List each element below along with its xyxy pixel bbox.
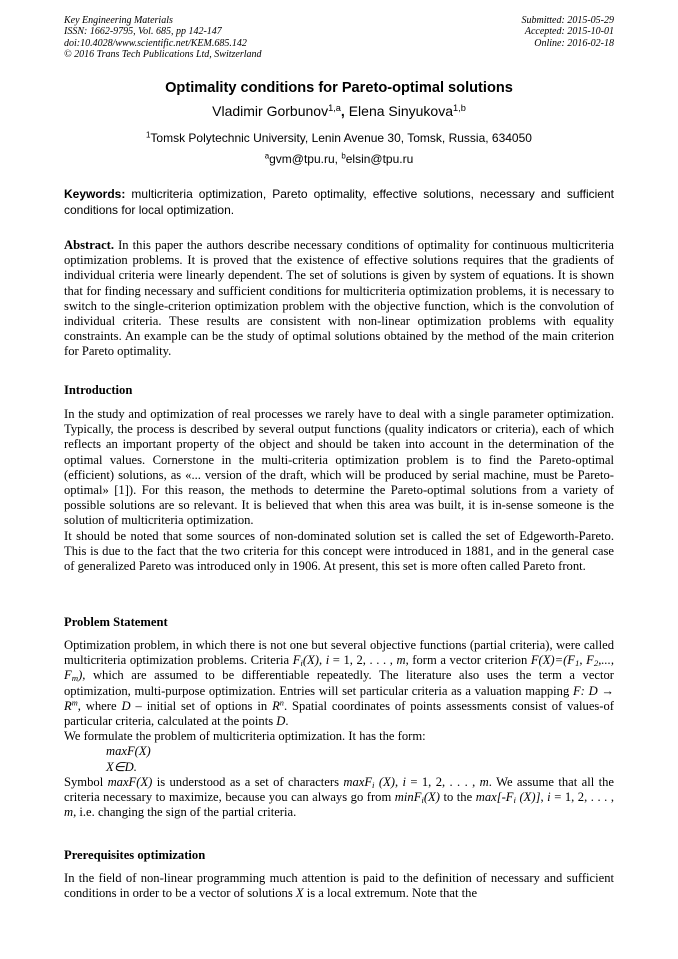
math-symbol: (X) xyxy=(374,774,395,789)
math-expression xyxy=(476,790,541,804)
math-space xyxy=(272,699,284,713)
math-expression xyxy=(395,790,440,804)
math-symbol: maxF xyxy=(343,774,373,789)
journal-issn: ISSN: 1662-9795, Vol. 685, pp 142-147 xyxy=(64,26,222,38)
abstract-text: In this paper the authors describe necessary conditions of optimality for continuous multicriteria optimization problems. It is proved that the existence of effective solutions requires that the gradients of individual criteria were linearly dependent. The set of solutions is given by system of equations. It is shown that for finding necessary and sufficient conditions for multicriteria optimization problems, it is necessary to switch to the single-criterion optimization problem with the objective function, which is the convolution of individual criteria. These results are consistent with non-linear optimization problems with equality constraints. An example can be the study of optimal solutions obtained by the method of the main criterion for Pareto optimality. xyxy=(64,238,615,359)
text-run: , xyxy=(394,774,403,789)
math-symbol: max[-F xyxy=(475,790,514,805)
section-heading-introduction: Introduction xyxy=(64,383,133,397)
text-run: to the xyxy=(439,790,476,805)
paragraph: It should be noted that some sources of non-dominated solution set is called the set of Edgeworth-Pareto. This is due to the fact that the two criteria for this concept were introduced in 1881, and in the general case of generalized Pareto was introduced only in 1906. At present, this set is more often called Pareto front. xyxy=(64,528,614,574)
math-symbol: R xyxy=(272,698,280,713)
math-symbol: F(X)=(F xyxy=(530,653,575,668)
email-sup: a xyxy=(264,151,270,161)
author-name: Elena Sinyukova xyxy=(348,103,453,119)
formula-line: X∈D. xyxy=(106,759,137,774)
text-run: In the field of non-linear programming much attention is paid to the definition of necessary and sufficient conditions in order to be a vector of solutions xyxy=(64,871,614,901)
text-run: , form a vector criterion xyxy=(405,653,531,668)
journal-copyright: © 2016 Trans Tech Publications Ltd, Switzerland xyxy=(64,48,262,60)
math-expression xyxy=(343,775,395,789)
text-run: , xyxy=(540,790,548,805)
affiliation-sup: 1 xyxy=(146,130,151,140)
keywords-label: Keywords: xyxy=(64,187,126,201)
problem-statement-body xyxy=(64,638,614,820)
math-subscript: 2 xyxy=(593,658,599,669)
math-symbol: minF xyxy=(394,790,422,805)
author-list xyxy=(0,103,678,119)
journal-name: Key Engineering Materials xyxy=(64,15,173,26)
keywords-block xyxy=(64,186,614,218)
dates-header xyxy=(522,15,615,49)
math-criterion xyxy=(293,653,319,667)
math-subscript: m xyxy=(71,673,79,684)
affiliation-text: Tomsk Polytechnic University, Lenin Avenue 30, Tomsk, Russia, 634050 xyxy=(150,131,532,145)
math-subscript: 1 xyxy=(575,658,580,669)
math-symbol: ) xyxy=(78,668,83,683)
text-run: Optimization problem, in which there is not one but several objective functions (partial criteria), were called multicriteria optimization problems. Criteria xyxy=(64,638,614,668)
paragraph: We formulate the problem of multicriteria optimization. It has the form: xyxy=(64,729,426,744)
author-sup: 1,a xyxy=(328,102,341,113)
math-subscript: i xyxy=(372,780,375,791)
email-sup: b xyxy=(341,151,346,161)
math-symbol: m xyxy=(64,805,74,820)
text-run: , which are assumed to be differentiable repeatedly. The literature also uses the term a vector optimization, multi-purpose optimization. Entries will set particular criteria as a valuation mapping xyxy=(64,668,614,698)
paragraph xyxy=(64,638,614,729)
journal-doi: doi:10.4028/www.scientific.net/KEM.685.142 xyxy=(64,37,247,49)
math-symbol: D xyxy=(276,714,286,729)
paragraph: In the study and optimization of real processes we rarely have to deal with a single parameter optimization. Typically, the process is described by several output functions (quality indicators or criteria), each of which reflects an important property of the object and should be taken into account in the determination of the optimal values. Cornerstone in the multi-criteria optimization problem is to find the Pareto-optimal (efficient) solutions, as «... version of the draft, which will be produced by serial machine, must be Pareto-optimal» [1]). For this reason, the methods to determine the Pareto-optimal solutions from a variety of possible solutions are so relevant. It is believed that when this area was built, it is in-sense someone is the solution of multicriteria optimization. xyxy=(64,407,614,528)
online-date: Online: 2016-02-18 xyxy=(534,37,614,49)
text-run: , where xyxy=(77,698,122,713)
text-run: is understood as a set of characters xyxy=(152,774,344,789)
paragraph xyxy=(64,871,614,901)
math-symbol: i xyxy=(547,790,551,805)
math-symbol: m xyxy=(396,653,406,668)
email-link[interactable]: gvm@tpu.ru xyxy=(269,152,335,166)
abstract xyxy=(64,238,614,360)
math-symbol: maxF(X) xyxy=(107,774,153,789)
text-run: . xyxy=(285,714,289,729)
math-subscript: i xyxy=(421,795,424,806)
accepted-date: Accepted: 2015-10-01 xyxy=(524,26,614,38)
author-separator: , xyxy=(340,103,349,119)
text-run: . We assume that all the criteria necessary to maximize, because you can always go from xyxy=(64,774,614,805)
text-run: , i.e. changing the sign of the partial criteria. xyxy=(73,805,297,820)
prerequisites-body xyxy=(64,871,614,901)
text-run: is a local extremum. Note that the xyxy=(303,886,478,901)
math-superscript: n xyxy=(279,698,284,708)
math-symbol: , F xyxy=(579,653,594,668)
formula-line: maxF(X) xyxy=(106,744,151,759)
section-heading-problem-statement: Problem Statement xyxy=(64,615,168,629)
text-run: = 1, 2, . . . , xyxy=(406,774,480,789)
abstract-label: Abstract. xyxy=(64,238,115,252)
math-subscript: i xyxy=(300,658,303,669)
text-run: – initial set of options in xyxy=(130,698,273,713)
math-symbol: i xyxy=(325,653,330,668)
text-run: . Spatial coordinates of points assessments consist of values-of particular criteria, calculated at the points xyxy=(64,698,614,729)
math-symbol: F xyxy=(292,653,301,668)
math-symbol: D xyxy=(121,698,131,713)
affiliation xyxy=(0,131,678,145)
submitted-date: Submitted: 2015-05-29 xyxy=(521,15,614,26)
math-symbol: (X) xyxy=(302,653,319,668)
author-emails: $^a$gvm@tpu.ru, $^b$elsin@tpu.ru xyxy=(264,151,414,166)
text-run: , xyxy=(318,653,326,668)
math-symbol: i xyxy=(402,774,406,789)
email-link[interactable]: elsin@tpu.ru xyxy=(345,152,414,166)
introduction-body xyxy=(64,407,614,574)
math-symbol: (X) xyxy=(423,790,440,805)
math-superscript: m xyxy=(71,698,78,708)
math-symbol: (X)] xyxy=(515,790,541,805)
section-heading-prerequisites: Prerequisites optimization xyxy=(64,848,206,862)
math-symbol: F: D → R xyxy=(64,683,614,713)
author-sup: 1,b xyxy=(453,102,466,113)
text-run: = 1, 2, . . . , xyxy=(329,653,397,668)
keywords-text: multicriteria optimization, Pareto optimality, effective solutions, necessary and sufficient conditions for local optimization. xyxy=(64,187,614,217)
text-run: Symbol xyxy=(64,774,108,789)
author-name: Vladimir Gorbunov xyxy=(212,103,329,119)
journal-header xyxy=(64,15,262,60)
math-symbol: ,..., F xyxy=(64,653,614,683)
math-symbol: m xyxy=(479,774,489,789)
paper-title: Optimality conditions for Pareto-optimal solutions xyxy=(165,80,513,96)
math-subscript: i xyxy=(513,795,516,806)
math-symbol: X xyxy=(295,886,304,901)
text-run: = 1, 2, . . . , xyxy=(550,790,614,805)
paragraph xyxy=(64,775,614,821)
